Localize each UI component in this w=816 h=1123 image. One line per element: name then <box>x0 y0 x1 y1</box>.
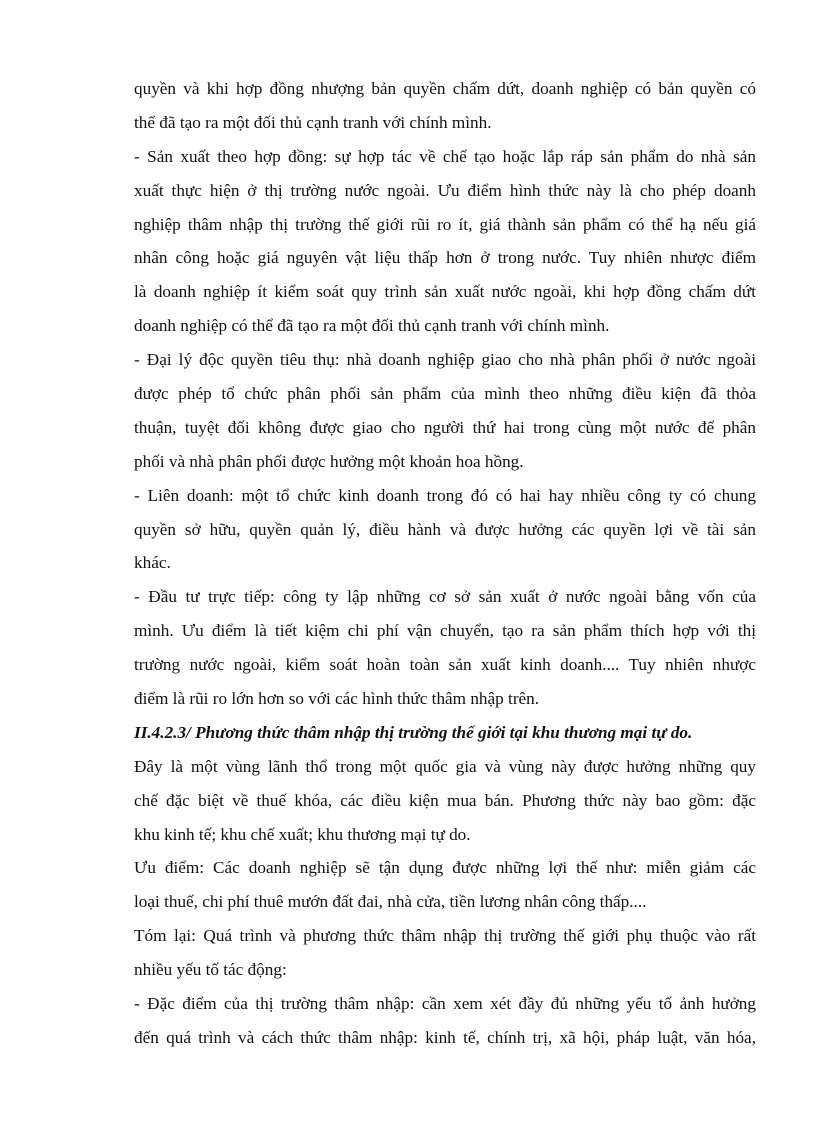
text-line: thuận, tuyệt đối không được giao cho người thứ hai trong cùng một nước để phân <box>134 417 756 437</box>
text-line: Ưu điểm: Các doanh nghiệp sẽ tận dụng được những lợi thế như: miễn giảm các <box>134 858 756 878</box>
text-line: - Đại lý độc quyền tiêu thụ: nhà doanh nghiệp giao cho nhà phân phối ở nước ngoài <box>134 350 756 370</box>
text-line: nghiệp thâm nhập thị trường thế giới rũi ro ít, giá thành sản phẩm có thể hạ nếu giá <box>134 214 756 234</box>
text-line: xuất thực hiện ở thị trường nước ngoài. Ưu điểm hình thức này là cho phép doanh <box>134 180 756 200</box>
text-line: khác. <box>134 553 171 573</box>
text-line: mình. Ưu điểm là tiết kiệm chi phí vận chuyển, tạo ra sản phẩm thích hợp với thị <box>134 621 756 641</box>
text-line: Tóm lại: Quá trình và phương thức thâm nhập thị trường thế giới phụ thuộc vào rất <box>134 926 756 946</box>
text-line: là doanh nghiệp ít kiểm soát quy trình sản xuất nước ngoài, khi hợp đồng chấm dứt <box>134 282 756 302</box>
text-line: thể đã tạo ra một đối thủ cạnh tranh với chính mình. <box>134 112 492 132</box>
text-line: được phép tổ chức phân phối sản phẩm của mình theo những điều kiện đã thỏa <box>134 384 756 404</box>
text-line: - Đặc điểm của thị trường thâm nhập: cần xem xét đầy đủ những yếu tố ảnh hưởng <box>134 994 756 1014</box>
text-line: điểm là rũi ro lớn hơn so với các hình thức thâm nhập trên. <box>134 689 540 709</box>
text-line: phối và nhà phân phối được hưởng một khoản hoa hồng. <box>134 451 524 471</box>
text-line: nhân công hoặc giá nguyên vật liệu thấp hơn ở trong nước. Tuy nhiên nhược điểm <box>134 248 756 268</box>
text-line: đến quá trình và cách thức thâm nhập: kinh tế, chính trị, xã hội, pháp luật, văn hóa, <box>134 1027 756 1047</box>
section-heading: II.4.2.3/ Phương thức thâm nhập thị trường thế giới tại khu thương mại tự do. <box>134 722 693 742</box>
text-line: doanh nghiệp có thể đã tạo ra một đối thủ cạnh tranh với chính mình. <box>134 316 610 336</box>
text-line: loại thuế, chi phí thuê mướn đất đai, nhà cửa, tiền lương nhân công thấp.... <box>134 892 647 912</box>
text-line: nhiều yếu tố tác động: <box>134 960 287 980</box>
text-line: trường nước ngoài, kiểm soát hoàn toàn sản xuất kinh doanh.... Tuy nhiên nhược <box>134 655 756 675</box>
text-line: - Liên doanh: một tổ chức kinh doanh trong đó có hai hay nhiều công ty có chung <box>134 485 756 505</box>
text-line: khu kinh tế; khu chế xuất; khu thương mại tự do. <box>134 824 471 844</box>
text-line: Đây là một vùng lãnh thổ trong một quốc gia và vùng này được hưởng những quy <box>134 756 756 776</box>
text-line: - Đầu tư trực tiếp: công ty lập những cơ sở sản xuất ở nước ngoài bằng vốn của <box>134 587 756 607</box>
text-line: quyền và khi hợp đồng nhượng bản quyền chấm dứt, doanh nghiệp có bản quyền có <box>134 79 756 98</box>
text-line: - Sản xuất theo hợp đồng: sự hợp tác về chế tạo hoặc lắp ráp sản phẩm do nhà sản <box>134 146 756 166</box>
text-line: quyền sở hữu, quyền quản lý, điều hành và được hưởng các quyền lợi về tài sản <box>134 519 756 539</box>
document-body <box>134 72 756 1055</box>
text-line: chế đặc biệt về thuế khóa, các điều kiện mua bán. Phương thức này bao gồm: đặc <box>134 790 756 810</box>
